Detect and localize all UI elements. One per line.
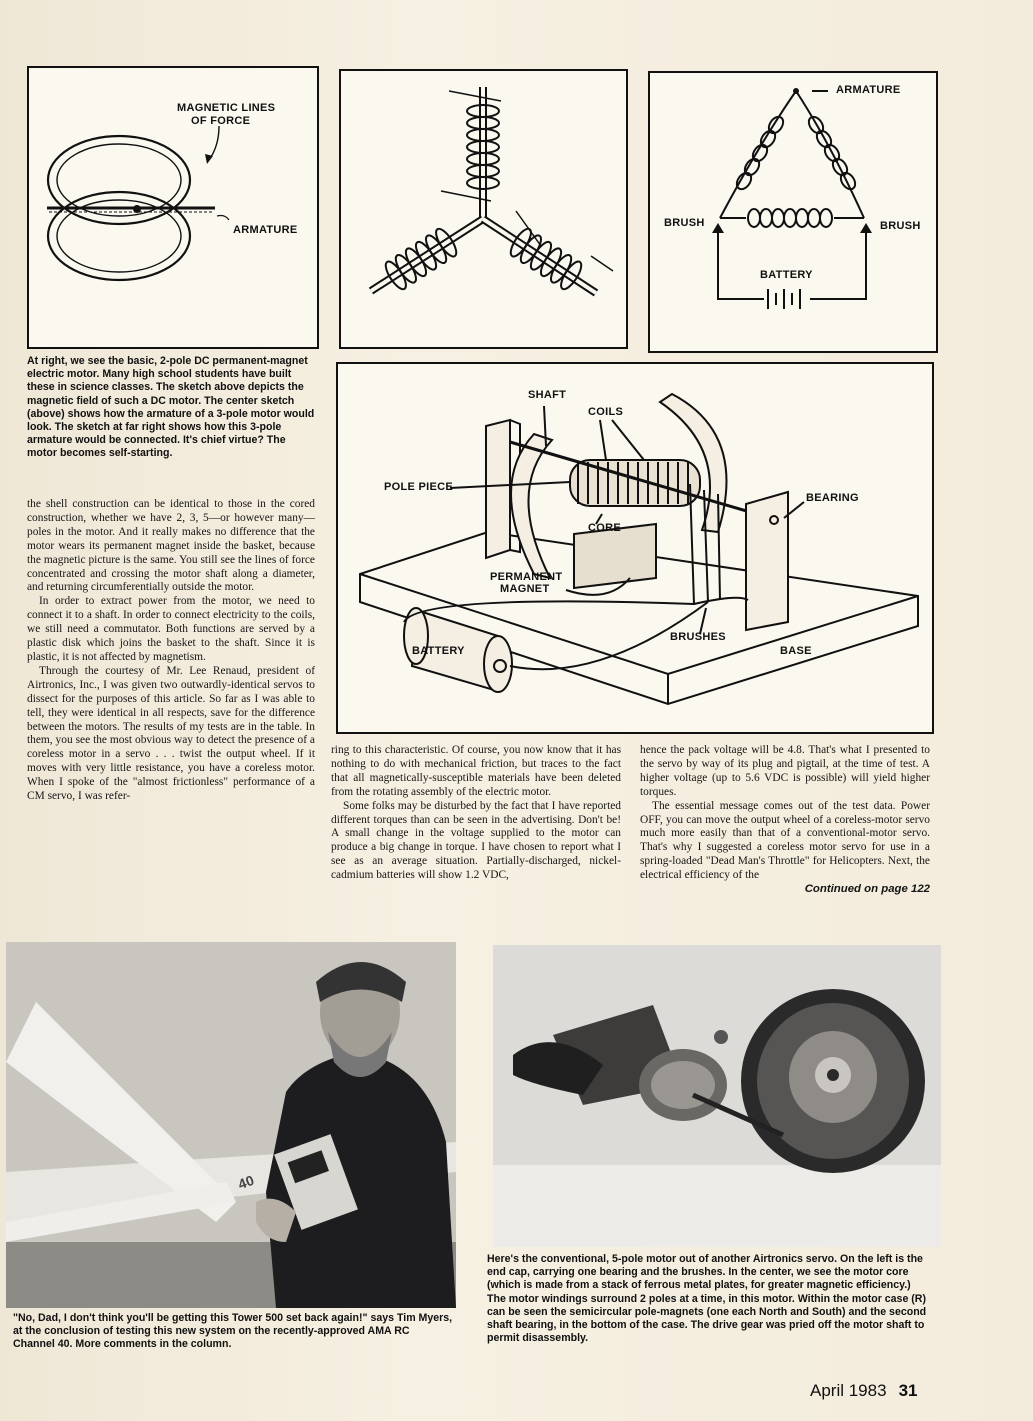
label-brush-left: BRUSH <box>664 217 705 229</box>
article-column-3 <box>640 744 930 897</box>
photo-right-caption: Here's the conventional, 5-pole motor out of another Airtronics servo. On the left is the end cap, carrying one bearing and the brushes. In the center, we see the motor core (which is made from a stack of ferrous metal plates, for greater magnetic efficiency.) The motor windings surround 2 poles at a time, in this motor. Within the motor case (R) can be seen the semicircular pole-magnets (one each North and South) and the second shaft bearing, in the bottom of the case. The drive gear was pried off the motor shaft to permit disassembly. <box>487 1253 927 1345</box>
label-armature: ARMATURE <box>233 224 298 236</box>
label-brushes: BRUSHES <box>670 631 726 643</box>
label-battery: BATTERY <box>760 269 813 281</box>
armature-drawing <box>341 71 626 347</box>
photo-motor-parts <box>493 945 941 1247</box>
col3-paragraph-1: hence the pack voltage will be 4.8. That's what I presented to the servo by way of its plug and pigtail, at the time of test. A higher voltage (up to 5.6 VDC is possible) will yield higher torques. <box>640 744 930 798</box>
label-core: CORE <box>588 522 621 534</box>
photo-tim-myers-image <box>6 942 456 1308</box>
label-motor-battery: BATTERY <box>412 645 465 657</box>
armature-circuit-diagram <box>648 71 938 353</box>
col3-paragraph-2: The essential message comes out of the test data. Power OFF, you can move the output wheel of a coreless-motor servo much more easily than that of a conventional-motor servo. That's why I suggested a coreless motor servo for use in a spring-loaded "Dead Man's Throttle" for Helicopters. Next, the electrical efficiency of the <box>640 799 930 882</box>
col1-paragraph-1: the shell construction can be identical to those in the cored construction, whether we have 2, 3, 5—or however many—poles in the motor. And it really makes no difference that the motor wears its permanent magnet inside the basket, because the magnetic picture is the same. You still see the lines of force concentrated and crossing the motor shaft along a diameter, and returning circumferentially outside the motor. <box>27 498 315 594</box>
photo-motor-parts-image <box>493 945 941 1247</box>
col2-paragraph-1: ring to this characteristic. Of course, you now know that it has nothing to do with mechanical friction, but traces to the fact that all magnetically-susceptible materials have been deleted from the rotating assembly of the electric motor. <box>331 744 621 798</box>
label-coils: COILS <box>588 406 624 418</box>
col2-paragraph-2: Some folks may be disturbed by the fact that I have reported different torques than can be seen in the advertising. Don't be! A small change in the voltage supplied to the motor can produce a big change in torque. I have chosen to report what I see as an average situation. Partially-discharged, nickel-cadmium batteries will show 1.2 VDC, <box>331 799 621 882</box>
basic-motor-diagram <box>336 362 934 734</box>
article-column-1 <box>27 498 315 804</box>
page-footer <box>810 1381 917 1401</box>
label-magnetic-lines: MAGNETIC LINES <box>177 102 276 114</box>
continued-note: Continued on page 122 <box>804 883 930 896</box>
label-shaft: SHAFT <box>528 389 567 401</box>
label-bearing: BEARING <box>806 492 859 504</box>
label-circuit-armature: ARMATURE <box>836 84 901 96</box>
diagram-caption: At right, we see the basic, 2-pole DC permanent-magnet electric motor. Many high school students have built these in science classes. The sketch above depicts the magnetic field of such a DC motor. The center sketch (above) shows how the armature of a 3-pole motor would look. The sketch at far right shows how this 3-pole armature would be connected. It's chief virtue? The motor becomes self-starting. <box>27 355 315 460</box>
page-number: 31 <box>898 1381 918 1400</box>
photo-tim-myers <box>6 942 456 1308</box>
label-of-force: OF FORCE <box>191 115 251 127</box>
circuit-drawing <box>650 73 936 351</box>
label-permanent: PERMANENT <box>490 571 563 583</box>
motor-drawing <box>338 364 932 732</box>
col1-paragraph-3: Through the courtesy of Mr. Lee Renaud, president of Airtronics, Inc., I was given two outwardly-identical servos to dissect for the purposes of this article. So far as I was able to tell, they were identical in all respects, save for the difference between the motors. The results of my tests are in the table. In them, you see the most obvious way to detect the presence of a coreless motor in a servo . . . twist the output wheel. If it moves with very little resistance, you have a coreless motor. When I spoke of the "almost frictionless" performance of a CM servo, I was refer- <box>27 664 315 803</box>
article-column-2 <box>331 744 621 883</box>
label-pole-piece: POLE PIECE <box>384 481 454 493</box>
col1-paragraph-2: In order to extract power from the motor, we need to connect it to a shaft. In order to connect electricity to the coils, we still need a commutator. Both functions are served by a plastic disk which joins the basket to the shaft. Since it is plastic, it is not affected by magnetism. <box>27 595 315 663</box>
label-brush-right: BRUSH <box>880 220 921 232</box>
three-pole-armature-diagram <box>339 69 628 349</box>
plane-number: 40 <box>235 1171 257 1193</box>
label-magnet: MAGNET <box>500 583 550 595</box>
issue-date: April 1983 <box>810 1381 887 1400</box>
magnetic-field-diagram <box>27 66 319 349</box>
label-base: BASE <box>780 645 812 657</box>
photo-left-caption: "No, Dad, I don't think you'll be getting this Tower 500 set back again!" says Tim Myers, at the conclusion of testing this new system on the recently-approved AMA RC Channel 40. More comments in the column. <box>13 1312 453 1351</box>
